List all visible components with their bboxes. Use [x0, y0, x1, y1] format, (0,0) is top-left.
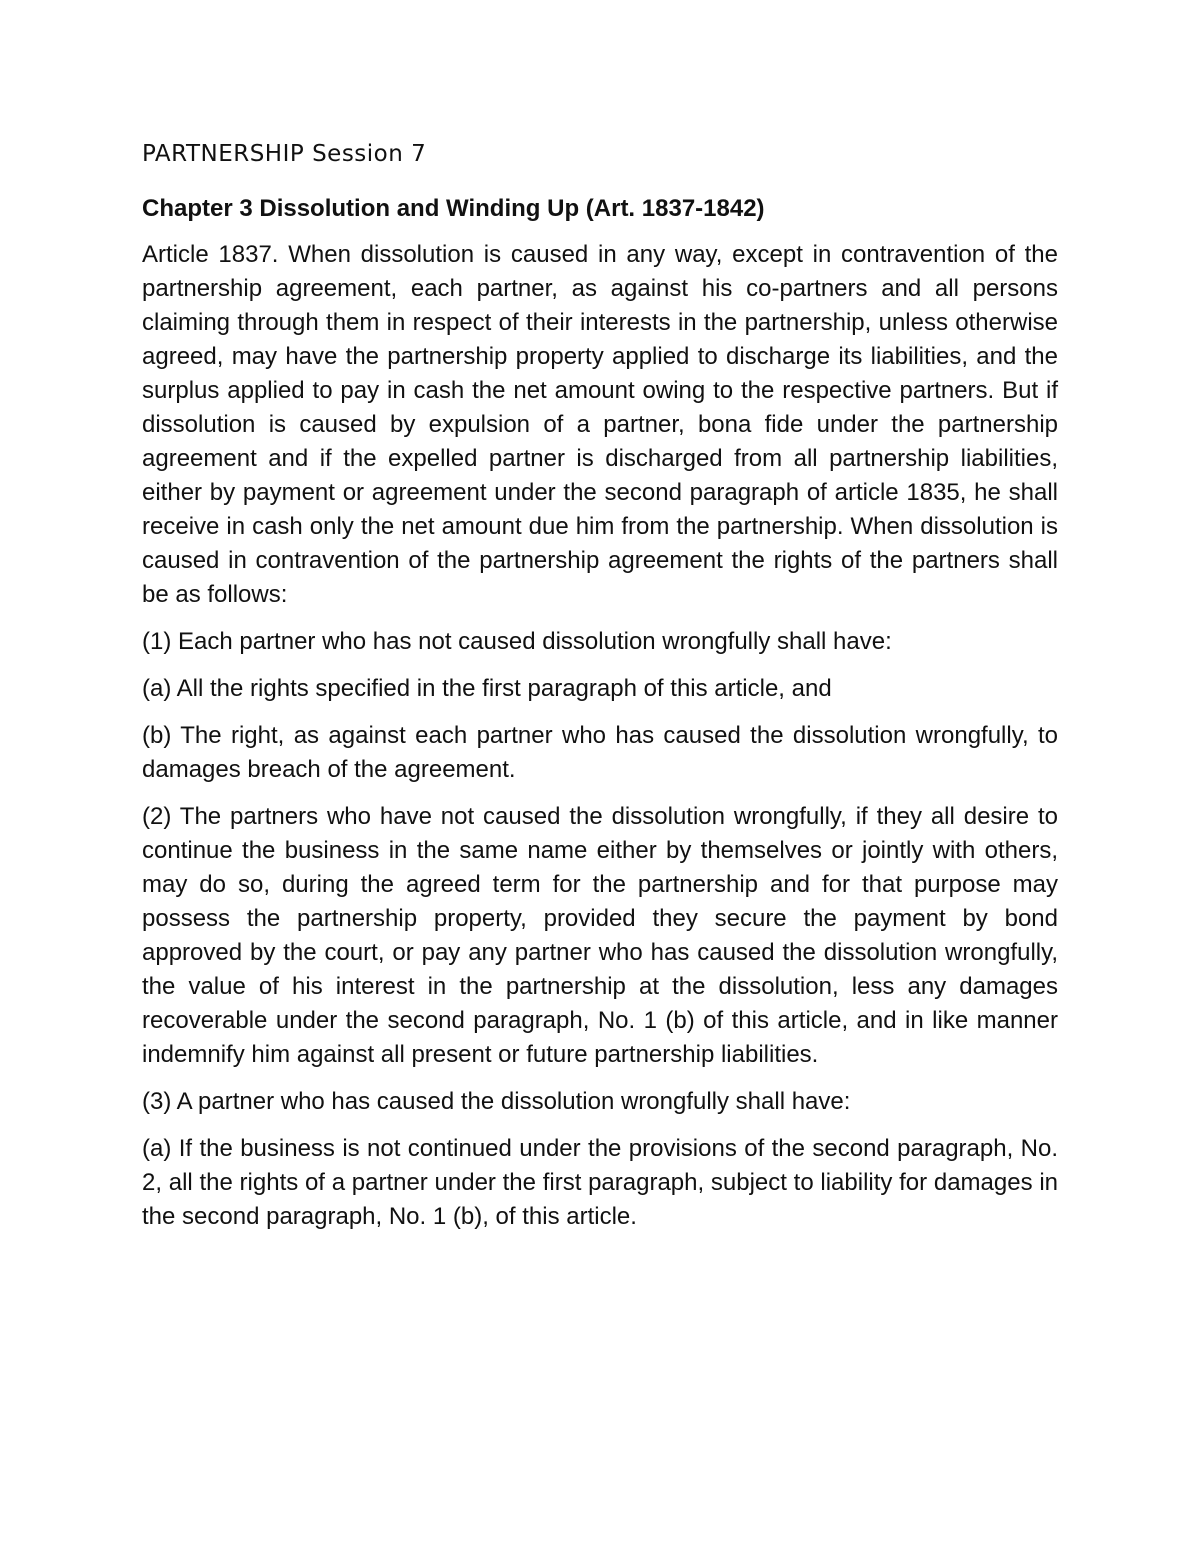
paragraph-item-3a: (a) If the business is not continued under the provisions of the second paragraph, No. 2, all the rights of a partner under the first paragraph, subject to liability for damages in the second paragraph, No. 1 (b), of this article. [142, 1135, 1058, 1230]
session-title: PARTNERSHIP Session 7 [142, 141, 427, 167]
chapter-title: Chapter 3 Dissolution and Winding Up (Art. 1837-1842) [142, 195, 765, 222]
paragraph-item-2: (2) The partners who have not caused the dissolution wrongfully, if they all desire to continue the business in the same name either by themselves or jointly with others, may do so, during the agreed term for the partnership and for that purpose may possess the partnership property, provided they secure the payment by bond approved by the court, or pay any partner who has caused the dissolution wrongfully, the value of his interest in the partnership at the dissolution, less any damages recoverable under the second paragraph, No. 1 (b) of this article, and in like manner indemnify him against all present or future partnership liabilities. [142, 803, 1058, 1068]
paragraph-item-1a: (a) All the rights specified in the first paragraph of this article, and [142, 675, 832, 702]
paragraph-item-1: (1) Each partner who has not caused dissolution wrongfully shall have: [142, 628, 892, 655]
paragraph-item-3: (3) A partner who has caused the dissolution wrongfully shall have: [142, 1088, 851, 1115]
paragraph-item-1b: (b) The right, as against each partner who has caused the dissolution wrongfully, to damages breach of the agreement. [142, 722, 1058, 783]
paragraph-article-1837: Article 1837. When dissolution is caused in any way, except in contravention of the partnership agreement, each partner, as against his co-partners and all persons claiming through them in respect of their interests in the partnership, unless otherwise agreed, may have the partnership property applied to discharge its liabilities, and the surplus applied to pay in cash the net amount owing to the respective partners. But if dissolution is caused by expulsion of a partner, bona fide under the partnership agreement and if the expelled partner is discharged from all partnership liabilities, either by payment or agreement under the second paragraph of article 1835, he shall receive in cash only the net amount due him from the partnership. When dissolution is caused in contravention of the partnership agreement the rights of the partners shall be as follows: [142, 241, 1058, 608]
document-page [142, 138, 1058, 1247]
